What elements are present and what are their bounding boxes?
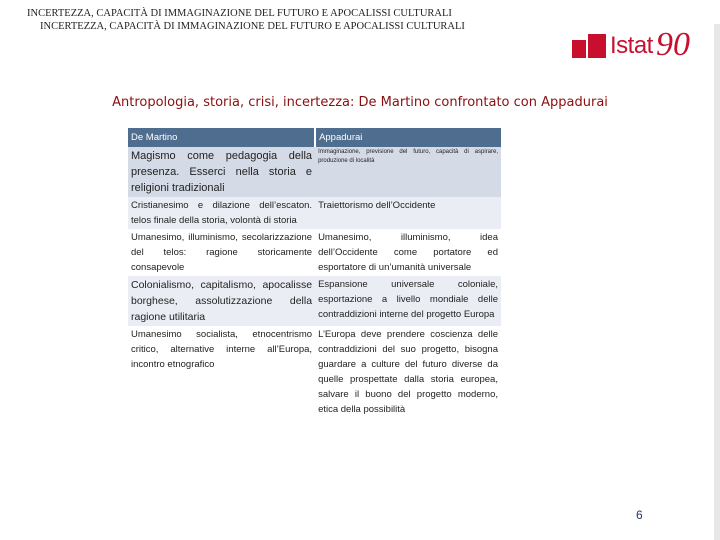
header-line-1: INCERTEZZA, CAPACITÀ DI IMMAGINAZIONE DEL FUTURO E APOCALISSI CULTURALI: [27, 8, 452, 19]
table-row: [128, 229, 501, 276]
column-header-de-martino: De Martino: [128, 128, 315, 147]
page-number: 6: [636, 508, 643, 522]
table-cell-right: Espansione universale coloniale, esportazione a livello mondiale delle contraddizioni interne del progetto Europa: [315, 276, 501, 326]
table-cell-left: Umanesimo, illuminismo, secolarizzazione del telos: ragione storicamente consapevole: [128, 229, 315, 276]
table-cell-left: Colonialismo, capitalismo, apocalisse borghese, assolutizzazione della ragione utilitaria: [128, 276, 315, 326]
table-cell-right: Umanesimo, illuminismo, idea dell’Occidente come portatore ed esportatore di un’umanità universale: [315, 229, 501, 276]
table-row: [128, 147, 501, 197]
slide-title: Antropologia, storia, crisi, incertezza: De Martino confrontato con Appadurai: [112, 95, 608, 110]
logo-anniversary-number: 90: [656, 26, 690, 63]
table-cell-right: Immaginazione, previsione del futuro, capacità di aspirare, produzione di località: [315, 147, 501, 197]
table-cell-left: Umanesimo socialista, etnocentrismo critico, alternative interne all’Europa, incontro etnografico: [128, 326, 315, 418]
column-header-appadurai: Appadurai: [315, 128, 501, 147]
table-row: [128, 197, 501, 229]
istat-logo-mark-icon: [572, 34, 608, 58]
table-cell-right: Traiettorismo dell’Occidente: [315, 197, 501, 229]
comparison-table: [128, 128, 501, 418]
table-row: [128, 276, 501, 326]
table-cell-left: Magismo come pedagogia della presenza. Esserci nella storia e religioni tradizionali: [128, 147, 315, 197]
table-row: [128, 326, 501, 418]
table-cell-left: Cristianesimo e dilazione dell’escaton. telos finale della storia, volontà di storia: [128, 197, 315, 229]
logo-word: Istat: [610, 32, 653, 59]
table-header-row: [128, 128, 501, 147]
istat-logo: [572, 26, 694, 70]
table-cell-right: L’Europa deve prendere coscienza delle contraddizioni del suo progetto, bisogna guardare a culture del futuro diverse da quelle prospettate dalla storia europea, salvare il buono del progetto moderno, etica della possibilità: [315, 326, 501, 418]
header-line-2: INCERTEZZA, CAPACITÀ DI IMMAGINAZIONE DEL FUTURO E APOCALISSI CULTURALI: [40, 21, 465, 32]
